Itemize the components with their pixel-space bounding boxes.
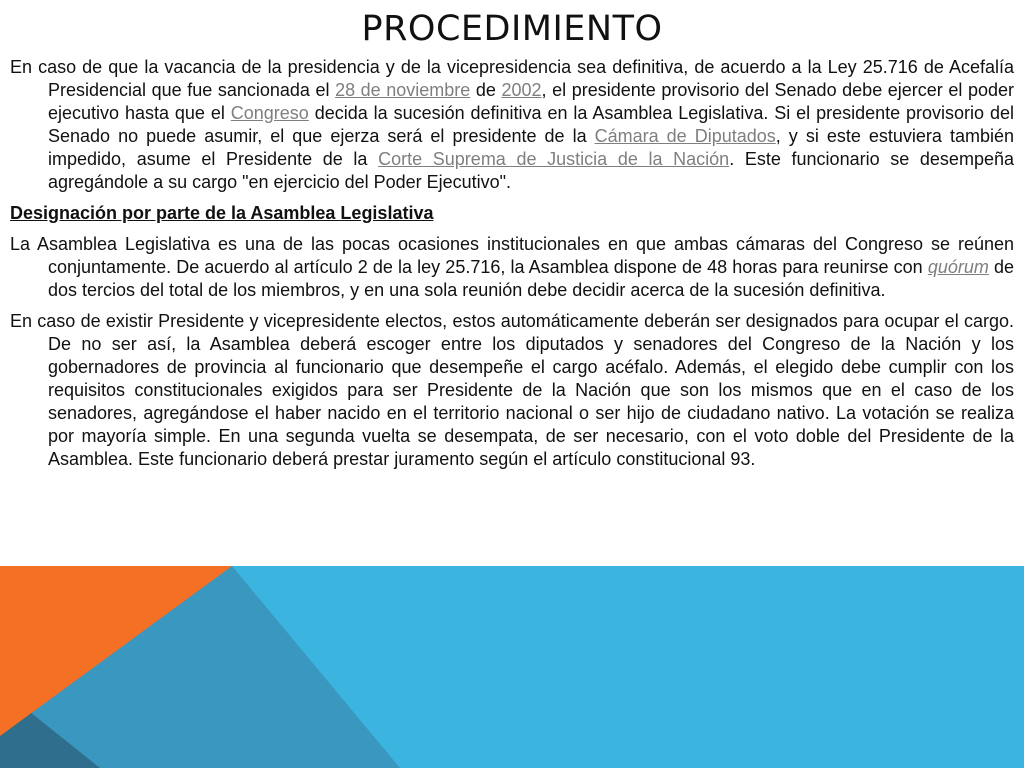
paragraph-asamblea — [10, 233, 1014, 302]
link-congreso[interactable]: Congreso — [230, 103, 309, 123]
paragraph-text: , y si este estuviera también impedido, asume el Presidente de la — [48, 126, 1014, 169]
page-title: PROCEDIMIENTO — [361, 9, 663, 49]
link-corte-suprema[interactable]: Corte Suprema de Justicia de la Nación — [378, 149, 730, 169]
paragraph-text: . Este funcionario se desempeña agregándole a su cargo "en ejercicio del Poder Ejecutivo". — [48, 149, 1014, 192]
link-quorum[interactable]: quórum — [927, 257, 989, 277]
slide-body — [10, 56, 1014, 479]
paragraph-text: , el presidente provisorio del Senado debe ejercer el poder ejecutivo hasta que el — [48, 80, 1014, 123]
paragraph-text: La Asamblea Legislativa es una de las pocas ocasiones institucionales en que ambas cámaras del Congreso se reúnen conjuntamente. De acuerdo al artículo 2 de la ley 25.716, la Asamblea dispone de 48 horas para reunirse con — [10, 234, 1014, 277]
paragraph-text: En caso de que la vacancia de la presidencia y de la vicepresidencia sea definitiva, de acuerdo a la Ley 25.716 de Acefalía Presidencial que fue sancionada el — [10, 57, 1014, 100]
paragraph-designacion: En caso de existir Presidente y vicepresidente electos, estos automáticamente deberán ser designados para ocupar el cargo. De no ser así, la Asamblea deberá escoger entre los diputados y senadores del Congreso de la Nación y los gobernadores de provincia al funcionario que desempeñe el cargo acéfalo. Además, el elegido debe cumplir con los requisitos constitucionales exigidos para ser Presidente de la Nación que son los mismos que en el caso de los senadores, agregándose el haber nacido en el territorio nacional o ser hijo de ciudadano nativo. La votación se realiza por mayoría simple. En una segunda vuelta se desempata, de ser necesario, con el voto doble del Presidente de la Asamblea. Este funcionario deberá prestar juramento según el artículo constitucional 93. — [10, 311, 1014, 469]
paragraph-procedure — [10, 56, 1014, 194]
link-2002[interactable]: 2002 — [501, 80, 542, 100]
paragraph-text: de dos tercios del total de los miembros, y en una sola reunión debe decidir acerca de la sucesión definitiva. — [48, 257, 1015, 300]
decorative-footer-shapes — [0, 566, 1024, 768]
link-28-de-noviembre[interactable]: 28 de noviembre — [335, 80, 471, 100]
paragraph-text: de — [470, 80, 502, 100]
paragraph-text: decida la sucesión definitiva en la Asamblea Legislativa. Si el presidente provisorio del Senado no puede asumir, el que ejerza será el presidente de la — [48, 103, 1014, 146]
section-subheading: Designación por parte de la Asamblea Legislativa — [10, 203, 434, 223]
link-camara-de-diputados[interactable]: Cámara de Diputados — [594, 126, 776, 146]
